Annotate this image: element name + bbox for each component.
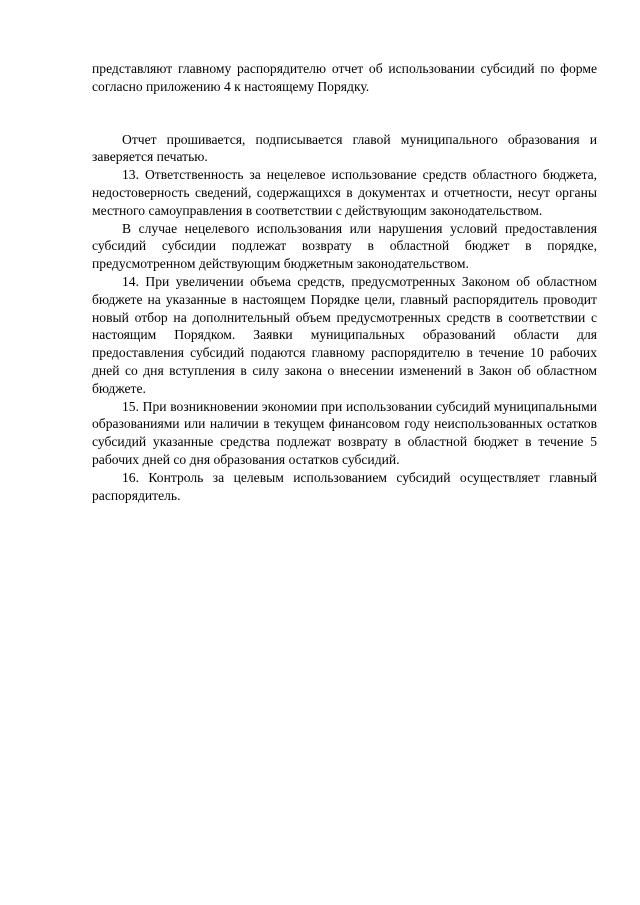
paragraph-misuse-refund: В случае нецелевого использования или нарушения условий предоставления субсидий субсидии подлежат возврату в областной бюджет в порядке, предусмотренном действующим бюджетным законодательством.: [92, 220, 597, 272]
paragraph-report-form: представляют главному распорядителю отчет об использовании субсидий по форме согласно приложению 4 к настоящему Порядку.: [92, 61, 597, 94]
paragraph-15-savings: 15. При возникновении экономии при использовании субсидий муниципальными образованиями или наличии в текущем финансовом году неиспользованных остатков субсидий указанные средства подлежат возврату в областной бюджет в течение 5 рабочих дней со дня образования остатков субсидий.: [92, 398, 597, 467]
paragraph-spacer: [92, 96, 597, 131]
paragraph-14-increase: 14. При увеличении объема средств, предусмотренных Законом об областном бюджете на указанные в настоящем Порядке цели, главный распорядитель проводит новый отбор на дополнительный объем предусмотренных средств в соответствии с настоящим Порядком. Заявки муниципальных образований области для предоставления субсидий подаются главному распорядителю в течение 10 рабочих дней со дня вступления в силу закона о внесении изменений в Закон об областном бюджете.: [92, 273, 597, 396]
document-page: [92, 60, 597, 504]
paragraph-13-responsibility: 13. Ответственность за нецелевое использование средств областного бюджета, недостоверность сведений, содержащихся в документах и отчетности, несут органы местного самоуправления в соответствии с действующим законодательством.: [92, 167, 597, 218]
paragraph-16-control: 16. Контроль за целевым использованием субсидий осуществляет главный распорядитель.: [92, 469, 597, 503]
paragraph-report-binding: Отчет прошивается, подписывается главой муниципального образования и заверяется печатью.: [92, 131, 597, 165]
